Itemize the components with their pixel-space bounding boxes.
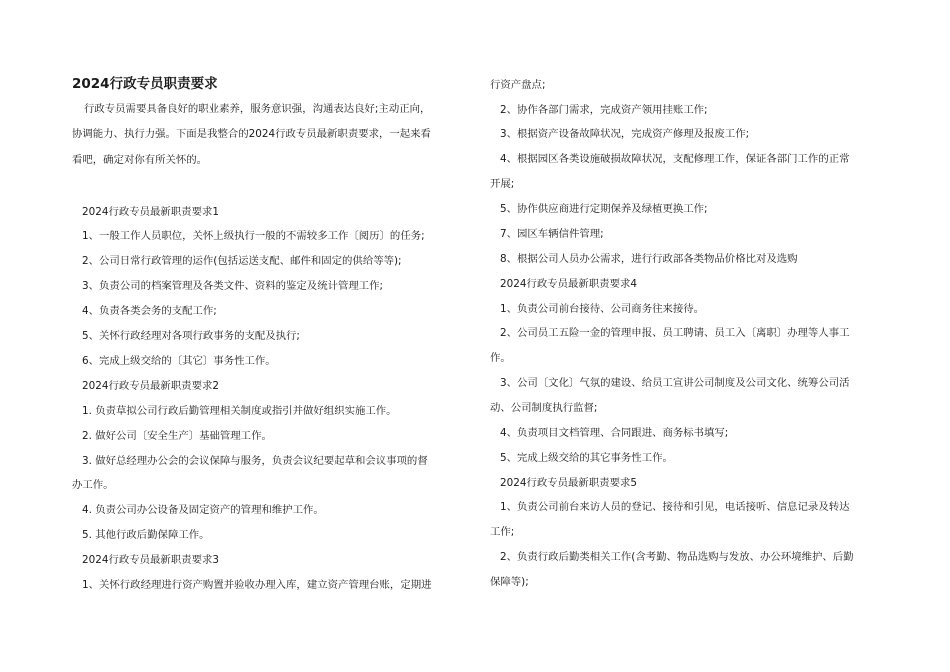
intro-line: 协调能力、执行力强。下面是我整合的2024行政专员最新职责要求，一起来看	[72, 128, 431, 140]
list-item: 2、公司员工五险一金的管理申报、员工聘请、员工入〔离职〕办理等人事工	[500, 327, 850, 339]
list-item: 5. 其他行政后勤保障工作。	[82, 529, 210, 541]
list-item: 4、负责各类会务的支配工作;	[82, 305, 217, 317]
list-item: 1、负责公司前台接待、公司商务往来接待。	[500, 303, 705, 315]
list-item: 2、公司日常行政管理的运作(包括运送支配、邮件和固定的供给等等);	[82, 255, 402, 267]
list-item: 4、根据园区各类设施破损故障状况，支配修理工作，保证各部门工作的正常	[500, 153, 850, 165]
section-heading: 2024行政专员最新职责要求5	[500, 477, 637, 489]
list-item: 1、负责公司前台来访人员的登记、接待和引见，电话接听、信息记录及转达	[500, 501, 850, 513]
section-heading: 2024行政专员最新职责要求3	[82, 554, 219, 566]
list-item: 6、完成上级交给的〔其它〕事务性工作。	[82, 355, 276, 367]
list-item: 5、协作供应商进行定期保养及绿植更换工作;	[500, 203, 708, 215]
list-item: 办工作。	[72, 479, 114, 491]
section-heading: 2024行政专员最新职责要求1	[82, 206, 219, 218]
list-item: 3、根据资产设备故障状况，完成资产修理及报废工作;	[500, 128, 750, 140]
intro-line: 看吧，确定对你有所关怀的。	[72, 154, 208, 166]
section-heading: 2024行政专员最新职责要求4	[500, 278, 637, 290]
document-title: 2024行政专员职责要求	[72, 76, 218, 92]
intro-line: 行政专员需要具备良好的职业素养，服务意识强，沟通表达良好;主动正向，	[84, 103, 431, 115]
list-item: 1. 负责草拟公司行政后勤管理相关制度或指引并做好组织实施工作。	[82, 405, 397, 417]
list-item: 2、负责行政后勤类相关工作(含考勤、物品选购与发放、办公环境维护、后勤	[500, 551, 854, 563]
list-item: 行资产盘点;	[490, 79, 546, 91]
list-item: 4、负责项目文档管理、合同跟进、商务标书填写;	[500, 427, 729, 439]
list-item: 3、公司〔文化〕气氛的建设、给员工宣讲公司制度及公司文化、统筹公司活	[500, 377, 850, 389]
list-item: 2、协作各部门需求，完成资产领用挂账工作;	[500, 104, 708, 116]
list-item: 保障等);	[490, 576, 529, 588]
list-item: 1、一般工作人员职位，关怀上级执行一般的不需较多工作〔阅历〕的任务;	[82, 230, 425, 242]
list-item: 5、关怀行政经理对各项行政事务的支配及执行;	[82, 330, 300, 342]
list-item: 1、关怀行政经理进行资产购置并验收办理入库，建立资产管理台账，定期进	[82, 579, 432, 591]
list-item: 2. 做好公司〔安全生产〕基础管理工作。	[82, 430, 272, 442]
list-item: 7、园区车辆信件管理;	[500, 228, 604, 240]
list-item: 8、根据公司人员办公需求，进行行政部各类物品价格比对及选购	[500, 253, 798, 265]
list-item: 3. 做好总经理办公会的会议保障与服务，负责会议纪要起草和会议事项的督	[82, 455, 428, 467]
list-item: 开展;	[490, 178, 515, 190]
list-item: 5、完成上级交给的其它事务性工作。	[500, 452, 673, 464]
list-item: 工作;	[490, 526, 515, 538]
list-item: 4. 负责公司办公设备及固定资产的管理和维护工作。	[82, 504, 324, 516]
list-item: 动、公司制度执行监督;	[490, 402, 598, 414]
section-heading: 2024行政专员最新职责要求2	[82, 380, 219, 392]
list-item: 作。	[490, 352, 511, 364]
list-item: 3、负责公司的档案管理及各类文件、资料的鉴定及统计管理工作;	[82, 280, 384, 292]
